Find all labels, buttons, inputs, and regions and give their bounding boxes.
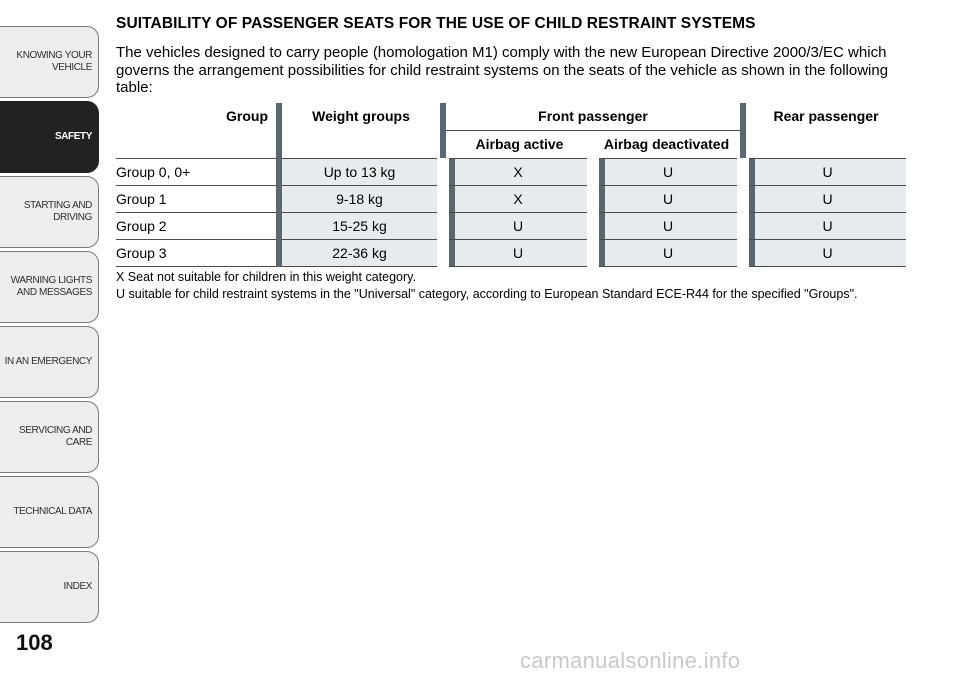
tab-label: STARTING AND DRIVING bbox=[23, 200, 92, 223]
main-content bbox=[116, 14, 906, 303]
cell-airbag-deactivated: U bbox=[593, 185, 743, 212]
cell-group: Group 2 bbox=[116, 217, 167, 234]
tab-label: WARNING LIGHTS AND MESSAGES bbox=[10, 275, 92, 298]
tab-label: IN AN EMERGENCY bbox=[4, 356, 92, 367]
tab-label: TECHNICAL DATA bbox=[13, 506, 92, 517]
header-group: Group bbox=[226, 108, 268, 125]
tab-index[interactable] bbox=[0, 551, 99, 623]
cell-weight: 22-36 kg bbox=[279, 239, 443, 266]
cell-weight: 9-18 kg bbox=[279, 185, 443, 212]
tab-warning-lights[interactable] bbox=[0, 251, 99, 323]
cell-group: Group 3 bbox=[116, 244, 167, 261]
cell-rear: U bbox=[743, 158, 906, 185]
table-header-row bbox=[116, 103, 906, 131]
cell-group: Group 1 bbox=[116, 190, 167, 207]
cell-rear: U bbox=[743, 185, 906, 212]
header-airbag-deactivated: Airbag deactivated bbox=[593, 130, 743, 158]
cell-airbag-active: X bbox=[443, 185, 593, 212]
cell-group: Group 0, 0+ bbox=[116, 163, 191, 180]
table-subheader-row bbox=[116, 130, 906, 158]
tab-label: KNOWING YOUR VEHICLE bbox=[16, 50, 92, 73]
cell-rear: U bbox=[743, 212, 906, 239]
table-row bbox=[116, 239, 906, 266]
cell-airbag-active: X bbox=[443, 158, 593, 185]
page-number: 108 bbox=[16, 630, 53, 655]
tab-starting-and-driving[interactable] bbox=[0, 176, 99, 248]
cell-airbag-deactivated: U bbox=[593, 158, 743, 185]
intro-paragraph: The vehicles designed to carry people (homologation M1) comply with the new European Directive 2000/3/EC which governs the arrangement possibilities for child restraint systems on the seats of the vehicle as shown in the following table: bbox=[116, 44, 889, 96]
tab-safety[interactable] bbox=[0, 101, 99, 173]
tab-label: SERVICING AND CARE bbox=[19, 425, 92, 448]
cell-airbag-active: U bbox=[443, 212, 593, 239]
child-restraint-table bbox=[116, 103, 906, 267]
header-rear-passenger: Rear passenger bbox=[773, 108, 879, 125]
tab-in-an-emergency[interactable] bbox=[0, 326, 99, 398]
table-notes bbox=[116, 269, 906, 303]
cell-weight: Up to 13 kg bbox=[279, 158, 443, 185]
table-row bbox=[116, 185, 906, 212]
table-row bbox=[116, 158, 906, 185]
tab-label: INDEX bbox=[63, 581, 92, 592]
cell-rear: U bbox=[743, 239, 906, 266]
cell-weight: 15-25 kg bbox=[279, 212, 443, 239]
tab-technical-data[interactable] bbox=[0, 476, 99, 548]
note-x: X Seat not suitable for children in this weight category. bbox=[116, 269, 416, 284]
header-weight-groups: Weight groups bbox=[279, 103, 443, 131]
section-heading: SUITABILITY OF PASSENGER SEATS FOR THE USE OF CHILD RESTRAINT SYSTEMS bbox=[116, 15, 756, 32]
cell-airbag-deactivated: U bbox=[593, 212, 743, 239]
header-front-passenger: Front passenger bbox=[443, 103, 743, 131]
tab-label: SAFETY bbox=[54, 131, 92, 142]
table-row bbox=[116, 212, 906, 239]
watermark: carmanualsonline.info bbox=[520, 648, 741, 673]
tab-servicing-and-care[interactable] bbox=[0, 401, 99, 473]
header-airbag-active: Airbag active bbox=[443, 130, 593, 158]
cell-airbag-deactivated: U bbox=[593, 239, 743, 266]
tab-knowing-your-vehicle[interactable] bbox=[0, 26, 99, 98]
cell-airbag-active: U bbox=[443, 239, 593, 266]
note-u: U suitable for child restraint systems in the "Universal" category, according to European Standard ECE-R44 for the specified "Groups". bbox=[116, 286, 858, 301]
